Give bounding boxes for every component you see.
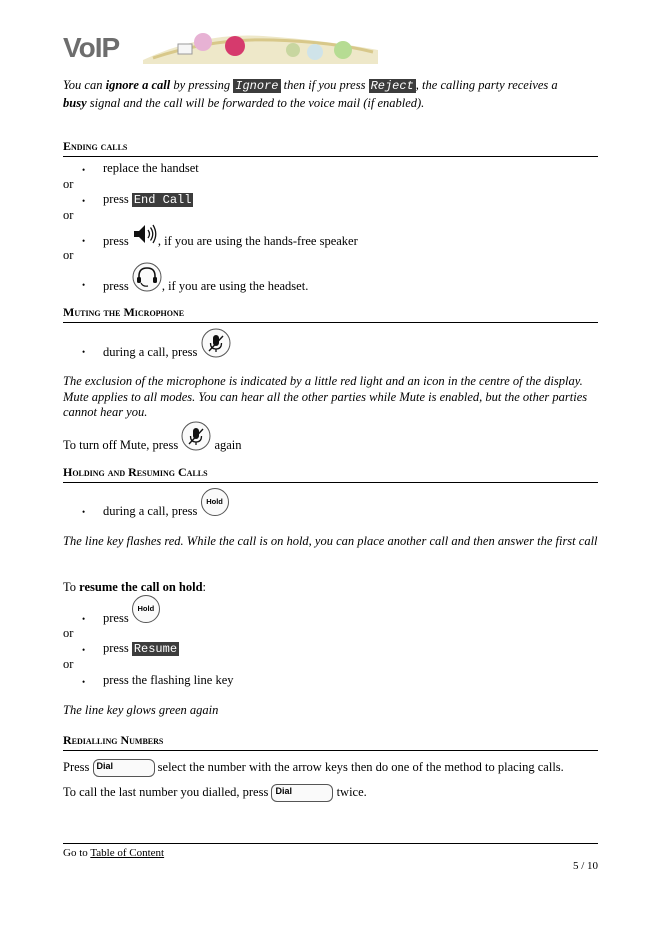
redial-line-2: To call the last number you dialled, press Dial twice. (63, 784, 367, 802)
footer-rule (63, 843, 598, 844)
ignore-key: Ignore (235, 79, 279, 93)
mute-icon (201, 328, 231, 358)
intro-text: signal and the call will be forwarded to the voice mail (if enabled). (86, 96, 425, 110)
bullet: • (82, 347, 86, 357)
table-of-content-link[interactable]: Table of Content (90, 847, 165, 859)
footer-goto: Go to Table of Content (63, 847, 165, 859)
ending-item-headset: press , if you are using the headset. (103, 262, 308, 294)
holding-note: The line key flashes red. While the call is on hold, you can place another call and then answer the first call (63, 534, 598, 548)
resume-item-hold: press Hold (103, 595, 160, 626)
intro-bold: ignore a call (105, 78, 171, 92)
bullet: • (82, 507, 86, 517)
intro-bold: busy (63, 96, 87, 110)
ending-item-handset: replace the handset (103, 161, 199, 175)
or-label: or (63, 248, 74, 262)
mute-icon (181, 421, 211, 451)
section-heading-muting: Muting the Microphone (63, 305, 598, 323)
bullet: • (82, 280, 86, 290)
intro-text: by pressing (170, 78, 234, 92)
logo-text: VoIP (63, 32, 120, 63)
intro-text: then if you press (280, 78, 369, 92)
bullet: • (82, 165, 86, 175)
resume-item-key: press Resume (103, 641, 178, 656)
holding-item-press: during a call, press Hold (103, 488, 229, 519)
or-label: or (63, 177, 74, 191)
hold-icon: Hold (132, 595, 160, 623)
bullet: • (82, 196, 86, 206)
section-heading-holding: Holding and Resuming Calls (63, 465, 598, 483)
resume-item-linekey: press the flashing line key (103, 673, 234, 687)
section-heading-redial: Redialling Numbers (63, 733, 598, 751)
resume-key: Resume (133, 642, 178, 656)
or-label: or (63, 208, 74, 222)
reject-key: Reject (370, 79, 414, 93)
intro-paragraph (63, 77, 603, 112)
dial-key-icon: Dial (93, 759, 155, 777)
logo-banner-graphic (143, 30, 378, 64)
bullet: • (82, 677, 86, 687)
muting-note: The exclusion of the microphone is indicated by a little red light and an icon in the centre of the display. Mute applies to all modes. You can hear all the other parties while Mute is enabled, but the other parties cannot hear you. (63, 374, 588, 419)
bullet: • (82, 614, 86, 624)
ending-item-endcall: press End Call (103, 192, 192, 207)
intro-text: You can (63, 78, 106, 92)
mute-off-line: To turn off Mute, press again (63, 421, 242, 453)
dial-key-icon: Dial (271, 784, 333, 802)
header-logo (63, 30, 378, 64)
ending-item-speaker: press , if you are using the hands-free speaker (103, 222, 358, 249)
bullet: • (82, 236, 86, 246)
redial-line-1: Press Dial select the number with the arrow keys then do one of the method to placing calls. (63, 759, 564, 777)
or-label: or (63, 626, 74, 640)
page-number: 5 / 10 (572, 860, 598, 872)
green-note: The line key glows green again (63, 703, 219, 717)
hold-icon: Hold (201, 488, 229, 516)
section-heading-ending-calls: Ending calls (63, 139, 598, 157)
speaker-icon (132, 222, 158, 246)
muting-item-press: during a call, press (103, 328, 231, 360)
end-call-key: End Call (133, 193, 192, 207)
intro-text: , the calling party receives a (415, 78, 558, 92)
bullet: • (82, 645, 86, 655)
headset-icon (132, 262, 162, 292)
or-label: or (63, 657, 74, 671)
resume-heading: To resume the call on hold: (63, 580, 207, 594)
